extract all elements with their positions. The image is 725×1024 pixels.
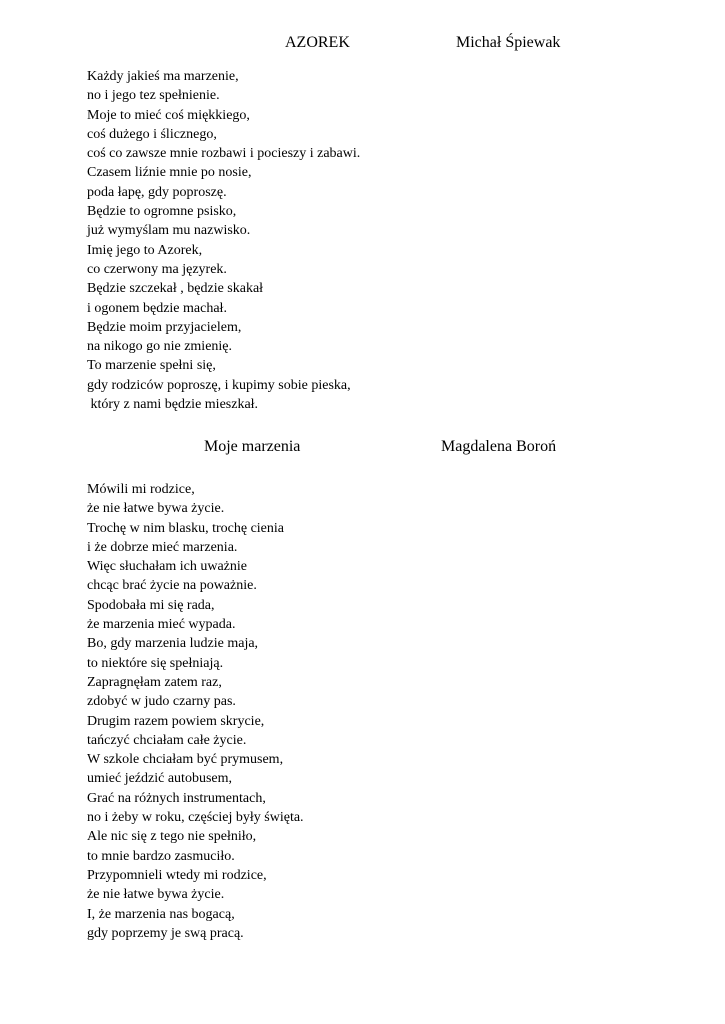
poem-title: AZOREK (285, 34, 350, 51)
poem-line: Bo, gdy marzenia ludzie maja, (87, 636, 259, 652)
poem-line: Ale nic się z tego nie spełniło, (87, 829, 257, 845)
poem-line: no i żeby w roku, częściej były święta. (87, 810, 304, 826)
poem-line: i że dobrze mieć marzenia. (87, 539, 238, 555)
poem-line: co czerwony ma języrek. (87, 261, 227, 277)
poem-line: Będzie moim przyjacielem, (87, 319, 242, 335)
poem-line: Moje to mieć coś miękkiego, (87, 107, 250, 123)
poem-author: Michał Śpiewak (456, 34, 561, 51)
poem-line: no i jego tez spełnienie. (87, 88, 220, 104)
poem-line: coś co zawsze mnie rozbawi i pocieszy i zabawi. (87, 146, 361, 162)
poem-line: poda łapę, gdy poproszę. (87, 184, 227, 200)
poem-line: tańczyć chciałam całe życie. (87, 732, 247, 748)
poem-line: że nie łatwe bywa życie. (87, 887, 225, 903)
poem-header (0, 438, 725, 460)
poem-line: W szkole chciałam być prymusem, (87, 752, 284, 768)
poem-line: gdy rodziców poproszę, i kupimy sobie pieska, (87, 377, 351, 393)
poem-line: gdy poprzemy je swą pracą. (87, 925, 244, 941)
poem-line: na nikogo go nie zmienię. (87, 339, 233, 355)
poem-line: umieć jeździć autobusem, (87, 771, 232, 787)
poem-line: Drugim razem powiem skrycie, (87, 713, 265, 729)
poem-line: Czasem liźnie mnie po nosie, (87, 165, 252, 181)
poem-line: Zapragnęłam zatem raz, (87, 674, 222, 690)
poem-line: to niektóre się spełniają. (87, 655, 224, 671)
poem-line: to mnie bardzo zasmuciło. (87, 848, 235, 864)
poem-header (0, 34, 725, 56)
poem-line: Każdy jakieś ma marzenie, (87, 69, 239, 84)
poem-body (87, 480, 304, 943)
poem-author: Magdalena Boroń (441, 438, 557, 455)
poem-title: Moje marzenia (204, 438, 301, 455)
poem-line: już wymyślam mu nazwisko. (87, 223, 251, 239)
poem-line: To marzenie spełni się, (87, 358, 216, 374)
poem-line: Mówili mi rodzice, (87, 482, 195, 497)
poem-line: że nie łatwe bywa życie. (87, 501, 225, 517)
poem-line: Więc słuchałam ich uważnie (87, 559, 247, 575)
poem-line: który z nami będzie mieszkał. (87, 397, 259, 413)
poem-line: I, że marzenia nas bogacą, (87, 906, 235, 922)
poem-line: Imię jego to Azorek, (87, 242, 203, 258)
poem-line: Przypomnieli wtedy mi rodzice, (87, 867, 267, 883)
poem-line: zdobyć w judo czarny pas. (87, 694, 236, 710)
poem-line: Trochę w nim blasku, trochę cienia (87, 520, 284, 536)
poem-line: Grać na różnych instrumentach, (87, 790, 266, 806)
poem-line: i ogonem będzie machał. (87, 300, 227, 316)
poem-body (87, 67, 360, 414)
poem-line: Będzie to ogromne psisko, (87, 204, 237, 220)
poem-line: chcąc brać życie na poważnie. (87, 578, 257, 594)
poem-line: Będzie szczekał , będzie skakał (87, 281, 264, 297)
poem-line: coś dużego i ślicznego, (87, 126, 217, 142)
poem-line: że marzenia mieć wypada. (87, 617, 236, 633)
poem-line: Spodobała mi się rada, (87, 597, 215, 613)
